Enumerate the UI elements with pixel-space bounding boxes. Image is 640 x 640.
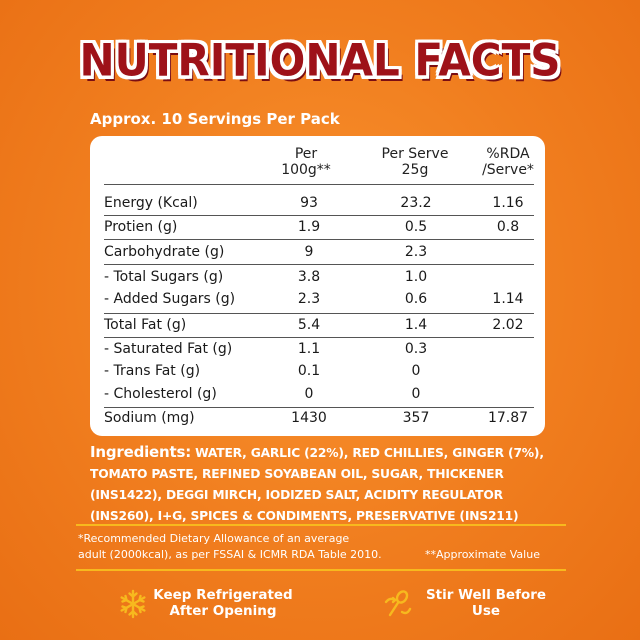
snowflake-icon — [118, 589, 148, 619]
ingredients-text: WATER, GARLIC (22%), RED CHILLIES, GINGER (7%), TOMATO PASTE, REFINED SOYABEAN OIL, SUGAR, THICKENER (INS1422), DEGGI MIRCH, IODIZED SALT, ACIDITY REGULATOR (INS260), I+G, SPICES & CONDIMENTS, PRESERVATIVE (INS211) — [90, 446, 544, 523]
divider — [104, 239, 534, 240]
approx-footnote: **Approximate Value — [425, 548, 540, 561]
stir-well-line2: Use — [471, 603, 501, 619]
row-per100: 1.9 — [297, 219, 321, 235]
header-rda — [468, 146, 548, 178]
rda-footnote-line2: adult (2000kcal), as per FSSAI & ICMR RDA Table 2010. — [78, 548, 382, 561]
separator-line — [76, 524, 566, 526]
row-rda: 17.87 — [487, 410, 529, 426]
header-per-100g-line1: Per — [294, 146, 318, 162]
table-row — [104, 407, 534, 429]
row-per100: 3.8 — [297, 269, 321, 285]
keep-refrigerated-line1: Keep Refrigerated — [153, 587, 293, 603]
row-per-serve: 2.3 — [404, 244, 428, 260]
row-per-serve: 0 — [411, 386, 421, 402]
row-per100: 9 — [304, 244, 314, 260]
row-label: Total Fat (g) — [104, 317, 187, 333]
row-rda: 1.14 — [492, 291, 524, 307]
row-label: Protien (g) — [104, 219, 178, 235]
row-label: - Added Sugars (g) — [104, 291, 236, 307]
table-row — [104, 360, 534, 382]
row-per100: 5.4 — [297, 317, 321, 333]
table-row — [104, 192, 534, 214]
servings-per-pack: Approx. 10 Servings Per Pack — [90, 110, 340, 128]
divider — [104, 264, 534, 265]
separator-line — [76, 569, 566, 571]
header-rda-line1: %RDA — [486, 146, 530, 162]
row-per-serve: 0.5 — [404, 219, 428, 235]
stir-well-label — [416, 587, 556, 619]
row-per100: 1430 — [291, 410, 327, 426]
table-row — [104, 241, 534, 263]
row-label: - Saturated Fat (g) — [104, 341, 233, 357]
row-rda: 2.02 — [492, 317, 524, 333]
table-row — [104, 216, 534, 238]
row-per100: 93 — [300, 195, 318, 211]
row-label: - Trans Fat (g) — [104, 363, 201, 379]
keep-refrigerated-label — [148, 587, 298, 619]
row-label: - Cholesterol (g) — [104, 386, 217, 402]
row-per100: 2.3 — [297, 291, 321, 307]
row-label: Sodium (mg) — [104, 410, 195, 426]
row-per-serve: 0.3 — [404, 341, 428, 357]
row-per-serve: 0 — [411, 363, 421, 379]
header-per-100g-line2: 100g** — [281, 162, 331, 178]
rda-footnote-line1: *Recommended Dietary Allowance of an average — [78, 532, 350, 545]
stir-well-line1: Stir Well Before — [425, 587, 547, 603]
nutrition-table — [90, 136, 545, 436]
ingredients-heading: Ingredients: — [90, 443, 191, 461]
row-label: Carbohydrate (g) — [104, 244, 225, 260]
row-label: - Total Sugars (g) — [104, 269, 224, 285]
row-rda: 1.16 — [492, 195, 524, 211]
header-per-serve-line2: 25g — [401, 162, 429, 178]
header-per-serve-line1: Per Serve — [381, 146, 449, 162]
keep-refrigerated-line2: After Opening — [169, 603, 277, 619]
table-row — [104, 266, 534, 288]
table-row — [104, 383, 534, 405]
row-per100: 0 — [304, 386, 314, 402]
row-per-serve: 0.6 — [404, 291, 428, 307]
ingredients-block — [90, 442, 570, 527]
row-label: Energy (Kcal) — [104, 195, 198, 211]
table-row — [104, 338, 534, 360]
divider — [104, 184, 534, 185]
page-title: NUTRITIONAL FACTS — [79, 34, 561, 87]
row-per-serve: 1.4 — [404, 317, 428, 333]
row-per-serve: 357 — [402, 410, 430, 426]
row-per-serve: 1.0 — [404, 269, 428, 285]
table-row — [104, 314, 534, 336]
row-per-serve: 23.2 — [400, 195, 432, 211]
row-per100: 0.1 — [297, 363, 321, 379]
header-per-100g — [273, 146, 339, 178]
row-rda: 0.8 — [496, 219, 520, 235]
table-row — [104, 288, 534, 310]
stir-spoon-icon — [382, 588, 414, 620]
header-rda-line2: /Serve* — [482, 162, 534, 178]
row-per100: 1.1 — [297, 341, 321, 357]
header-per-serve — [365, 146, 465, 178]
